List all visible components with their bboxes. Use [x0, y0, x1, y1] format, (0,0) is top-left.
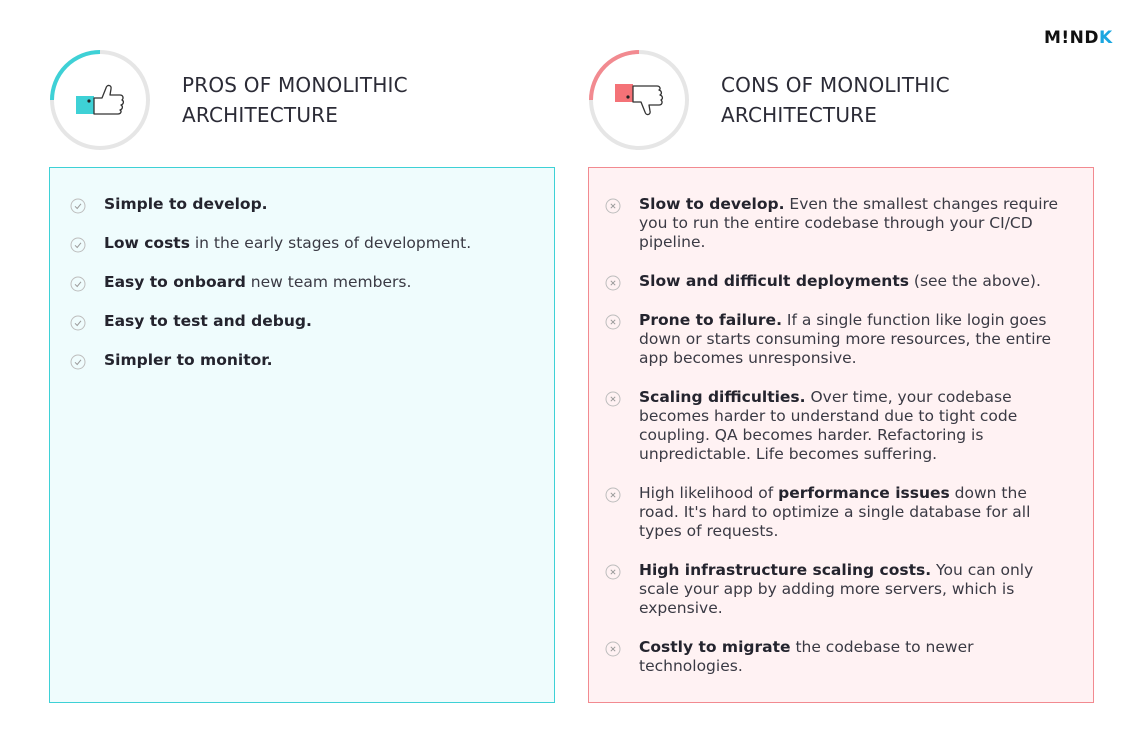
cons-list [605, 195, 1065, 696]
pros-list-item [70, 273, 530, 292]
pros-title: PROS OF MONOLITHIC ARCHITECTURE [182, 73, 408, 127]
pros-header [48, 48, 488, 152]
item-bold-text: Costly to migrate [639, 638, 791, 656]
item-detail-text: (see the above). [908, 272, 1041, 290]
item-detail-text: You can only scale your app by adding more servers, which is expensive. [639, 561, 1034, 617]
check-icon [70, 354, 86, 370]
cons-list-item [605, 638, 1065, 676]
item-bold-text: performance issues [778, 484, 950, 502]
item-bold-text: Low costs [104, 234, 190, 252]
item-detail-text: Over time, your codebase becomes harder to understand due to tight code coupling. QA becomes harder. Refactoring is unpredictable. Life becomes suffering. [639, 388, 1018, 463]
item-bold-text: Slow to develop. [639, 195, 785, 213]
pros-list [70, 195, 530, 390]
thumbs-up-badge [48, 48, 152, 152]
thumbs-down-icon [587, 48, 691, 152]
item-bold-text: Simple to develop. [104, 195, 268, 213]
item-bold-text: High infrastructure scaling costs. [639, 561, 932, 579]
mindk-logo: M!NDK [1044, 28, 1113, 48]
thumbs-up-icon [48, 48, 152, 152]
item-detail-text: new team members. [245, 273, 412, 291]
pros-list-item [70, 195, 530, 214]
cross-icon [605, 314, 621, 330]
item-bold-text: Scaling difficulties. [639, 388, 806, 406]
cons-list-item [605, 311, 1065, 368]
item-bold-text: Prone to failure. [639, 311, 782, 329]
cons-panel [588, 167, 1094, 703]
item-detail-text: down the road. It's hard to optimize a single database for all types of requests. [639, 484, 1031, 540]
cons-title: CONS OF MONOLITHIC ARCHITECTURE [721, 73, 950, 127]
cross-icon [605, 391, 621, 407]
item-detail-text: the codebase to newer technologies. [639, 638, 974, 675]
item-bold-text: Slow and difficult deployments [639, 272, 909, 290]
cross-icon [605, 564, 621, 580]
thumbs-down-badge [587, 48, 691, 152]
pros-list-item [70, 312, 530, 331]
cross-icon [605, 487, 621, 503]
check-icon [70, 315, 86, 331]
item-bold-text: Easy to onboard [104, 273, 246, 291]
pros-list-item [70, 351, 530, 370]
check-icon [70, 237, 86, 253]
cons-header [587, 48, 1027, 152]
pros-list-item [70, 234, 530, 253]
cons-list-item [605, 272, 1065, 291]
check-icon [70, 276, 86, 292]
item-detail-text: Even the smallest changes require you to run the entire codebase through your CI/CD pipeline. [639, 195, 1059, 251]
cross-icon [605, 275, 621, 291]
cross-icon [605, 198, 621, 214]
item-bold-text: Easy to test and debug. [104, 312, 312, 330]
check-icon [70, 198, 86, 214]
pros-panel [49, 167, 555, 703]
cons-list-item [605, 388, 1065, 464]
cross-icon [605, 641, 621, 657]
item-detail-text: in the early stages of development. [189, 234, 472, 252]
item-detail-text: If a single function like login goes down or starts consuming more resources, the entire app becomes unresponsive. [639, 311, 1052, 367]
cons-list-item [605, 195, 1065, 252]
cons-list-item [605, 561, 1065, 618]
item-bold-text: Simpler to monitor. [104, 351, 273, 369]
cons-list-item [605, 484, 1065, 541]
item-lead-text: High likelihood of [639, 484, 779, 502]
